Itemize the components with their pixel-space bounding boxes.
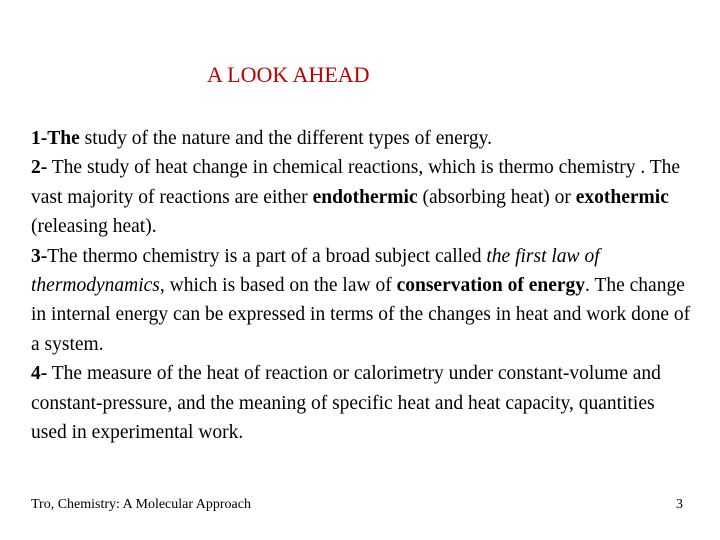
page-number: 3	[676, 497, 683, 512]
list-item-3	[31, 242, 691, 360]
slide-title: A LOOK AHEAD	[207, 62, 370, 87]
item-number: 4-	[31, 363, 48, 385]
item-number: 2-	[31, 157, 48, 179]
footer-source: Tro, Chemistry: A Molecular Approach	[31, 497, 251, 512]
text-run: study of the nature and the different types of energy.	[79, 128, 493, 149]
text-run: The measure of the heat of reaction or calorimetry under constant-volume and constant-pressure, and the meaning of specific heat and heat capacity, quantities used in experimental work.	[31, 363, 661, 444]
text-run: The study of heat change in chemical reactions, which is thermo chemistry . The vast majority of reactions are either	[31, 157, 681, 208]
slide-body	[31, 124, 691, 447]
term-exothermic: exothermic	[575, 186, 669, 208]
text-run: (releasing heat).	[31, 216, 157, 238]
text-bold: The	[47, 128, 80, 149]
term-first-law: the first law of thermodynamics	[31, 245, 600, 297]
text-run: The thermo chemistry is a part of a broad subject called	[47, 245, 487, 267]
list-item-1	[31, 124, 691, 153]
item-number: 1-	[31, 128, 48, 149]
list-item-2	[31, 153, 691, 241]
term-endothermic: endothermic	[312, 186, 418, 208]
item-number: 3-	[31, 245, 48, 267]
text-run: (absorbing heat) or	[417, 186, 576, 208]
term-conservation-of-energy: conservation of energy	[396, 275, 586, 297]
text-run: . The change in internal energy can be expressed in terms of the changes in heat and work done of a system.	[31, 275, 691, 355]
text-run: , which is based on the law of	[159, 275, 397, 297]
list-item-4	[31, 359, 691, 447]
